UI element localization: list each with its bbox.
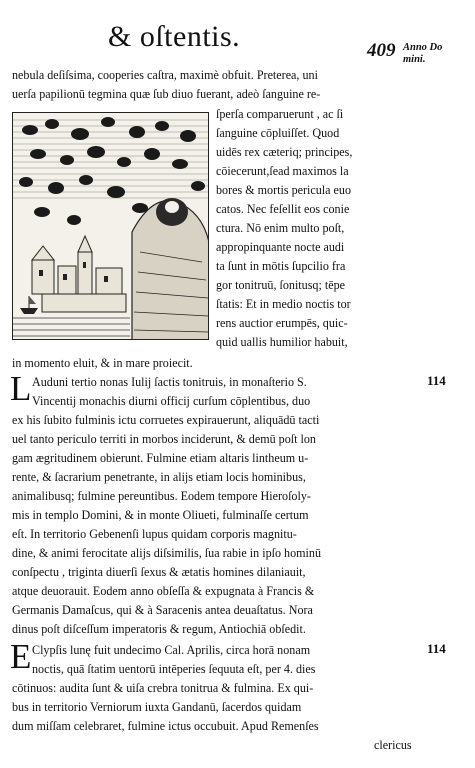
- text-line: gor tonitruū, ſonitusq; tēpe: [216, 278, 345, 292]
- text-line: appropinquante nocte audi: [216, 240, 345, 254]
- text-line: noctis, quā ſtatim uentorū intēperies ſequuta eſt, per 4. dies: [32, 662, 316, 676]
- catchword: clericus: [374, 738, 412, 752]
- text-line: uel tanto periculo territi in morbos inciderunt, & demū poſt lon: [12, 432, 316, 446]
- anno-line: mini.: [403, 54, 426, 65]
- text-line: ta ſunt in mōtis ſupcilio fra: [216, 259, 346, 273]
- text-line: uidēs rex cæteriq; principes,: [216, 145, 353, 159]
- text-line: mis in templo Domini, & in monte Oliueti, fulminaſſe certum: [12, 508, 309, 522]
- text-line: ſtatis: Et in medio noctis tor: [216, 297, 351, 311]
- text-line: nebula deſiſsima, cooperies caſtra, maximè obfuit. Preterea, uni: [12, 68, 318, 82]
- text-line: cōiecerunt,ſead maximos la: [216, 164, 349, 178]
- woodcut-svg: [12, 112, 209, 340]
- text-line: ctura. Nō enim multo poſt,: [216, 221, 345, 235]
- drop-cap: L: [10, 369, 32, 408]
- margin-year: 114: [427, 373, 446, 388]
- text-line: dinus poſt diſceſſum imperatoris & regum, Antiochiā obſedit.: [12, 622, 306, 636]
- text-line: eſt. In territorio Gebenenſi lupus quidam corporis magnitu-: [12, 527, 297, 541]
- text-line: dine, & animi ferocitate alijs diſsimilis, ſua rabie in ipſo hominū: [12, 546, 322, 560]
- text-line: uerſa papilionū tegmina quæ ſub diuo fuerant, adeò ſanguine re-: [12, 87, 321, 101]
- text-line: ſperſa comparuerunt , ac ſi: [216, 107, 344, 121]
- text-line: Clypſis lunę fuit undecimo Cal. Aprilis, circa horā nonam: [32, 643, 311, 657]
- drop-cap: E: [10, 637, 32, 676]
- anno-domini-note: [403, 42, 473, 66]
- text-line: rente, & ſacrarium penetrante, in alijs etiam locis hominibus,: [12, 470, 306, 484]
- text-line: bus in territorio Verniorum iuxta Gandanū, ſacerdos quidam: [12, 700, 302, 714]
- text-line: gam ægritudinem obierunt. Fulmine etiam altaris lintheum u-: [12, 451, 309, 465]
- text-line: conſpectu , triginta diuerſi ſexus & ætatis homines dilaniauit,: [12, 565, 306, 579]
- text-line: Auduni tertio nonas Iulij ſactis tonitruis, in monaſterio S.: [32, 375, 307, 389]
- text-line: ſanguine cōpluiſſet. Quod: [216, 126, 340, 140]
- text-line: in momento eluit, & in mare proiecit.: [12, 356, 193, 370]
- page-header-title: & oſtentis.: [108, 20, 241, 53]
- margin-year: 114: [427, 641, 446, 656]
- text-line: atque deuorauit. Eodem anno obſeſſa & expugnata à Francis &: [12, 584, 315, 598]
- text-line: dum miſſam celebraret, fulmine ictus occubuit. Apud Remenſes: [12, 719, 319, 733]
- text-line: Germanis Damaſcus, qui & à Saracenis antea deuaſtatus. Nora: [12, 603, 313, 617]
- text-line: bores & mortis pericula euo: [216, 183, 352, 197]
- anno-line: Anno Do: [403, 42, 443, 53]
- text-line: cōtinuos: audita ſunt & uiſa crebra tonitrua & fulmina. Ex qui-: [12, 681, 314, 695]
- woodcut-illustration: [12, 112, 209, 340]
- page-number: 409: [367, 40, 396, 61]
- text-line: quid uallis humilior habuit,: [216, 335, 348, 349]
- text-line: rens auctior erumpēs, quic-: [216, 316, 348, 330]
- text-line: animalibusq; fulmine pereuntibus. Eodem tempore Hieroſoly-: [12, 489, 311, 503]
- text-line: ex his ſubito fulminis ictu corruetes expirauerunt, aliquādū tacti: [12, 413, 320, 427]
- text-line: catos. Nec feſellit eos conie: [216, 202, 350, 216]
- text-line: Vincentij monachis diurni officij curſum cōplentibus, duo: [32, 394, 311, 408]
